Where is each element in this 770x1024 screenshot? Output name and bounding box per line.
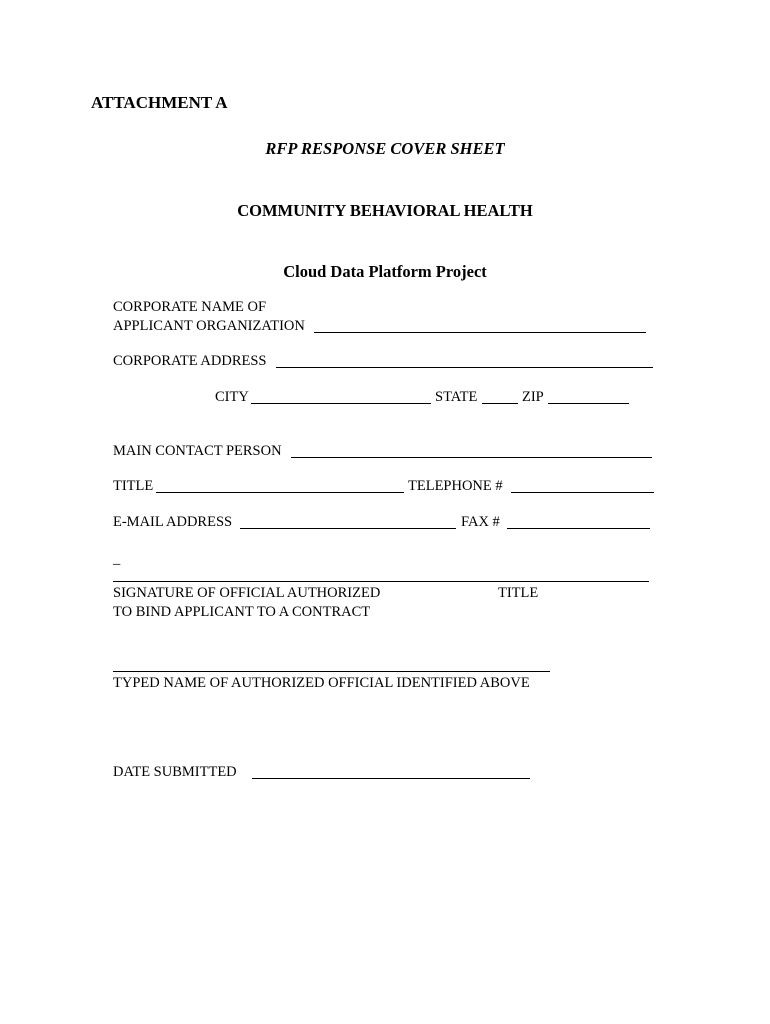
title-field[interactable] [156, 492, 404, 493]
state-label: STATE [435, 389, 478, 405]
signature-label-line1: SIGNATURE OF OFFICIAL AUTHORIZED [113, 585, 381, 601]
stray-underscore: _ [113, 551, 121, 567]
signature-label-line2: TO BIND APPLICANT TO A CONTRACT [113, 604, 371, 620]
city-field[interactable] [251, 403, 431, 404]
attachment-heading: ATTACHMENT A [91, 93, 228, 112]
typed-name-label: TYPED NAME OF AUTHORIZED OFFICIAL IDENTIFIED ABOVE [113, 675, 530, 691]
project-name: Cloud Data Platform Project [283, 262, 487, 281]
signature-field[interactable] [113, 581, 649, 582]
main-contact-label: MAIN CONTACT PERSON [113, 443, 282, 459]
telephone-field[interactable] [511, 492, 654, 493]
city-label: CITY [215, 389, 249, 405]
date-submitted-field[interactable] [252, 778, 530, 779]
fax-field[interactable] [507, 528, 650, 529]
date-submitted-label: DATE SUBMITTED [113, 764, 237, 780]
email-field[interactable] [240, 528, 456, 529]
email-label: E-MAIL ADDRESS [113, 514, 233, 530]
title-label: TITLE [113, 478, 154, 494]
signature-title-label: TITLE [498, 585, 539, 601]
telephone-label: TELEPHONE # [408, 478, 503, 494]
corp-address-label: CORPORATE ADDRESS [113, 353, 267, 369]
zip-label: ZIP [522, 389, 544, 405]
state-field[interactable] [482, 403, 518, 404]
corp-name-field[interactable] [314, 332, 646, 333]
corp-name-label-line2: APPLICANT ORGANIZATION [113, 318, 305, 334]
corp-name-label-line1: CORPORATE NAME OF [113, 299, 267, 315]
typed-name-field[interactable] [113, 671, 550, 672]
fax-label: FAX # [461, 514, 500, 530]
organization-name: COMMUNITY BEHAVIORAL HEALTH [237, 201, 533, 220]
cover-sheet-title: RFP RESPONSE COVER SHEET [265, 139, 505, 158]
main-contact-field[interactable] [291, 457, 652, 458]
corp-address-field[interactable] [276, 367, 653, 368]
zip-field[interactable] [548, 403, 629, 404]
